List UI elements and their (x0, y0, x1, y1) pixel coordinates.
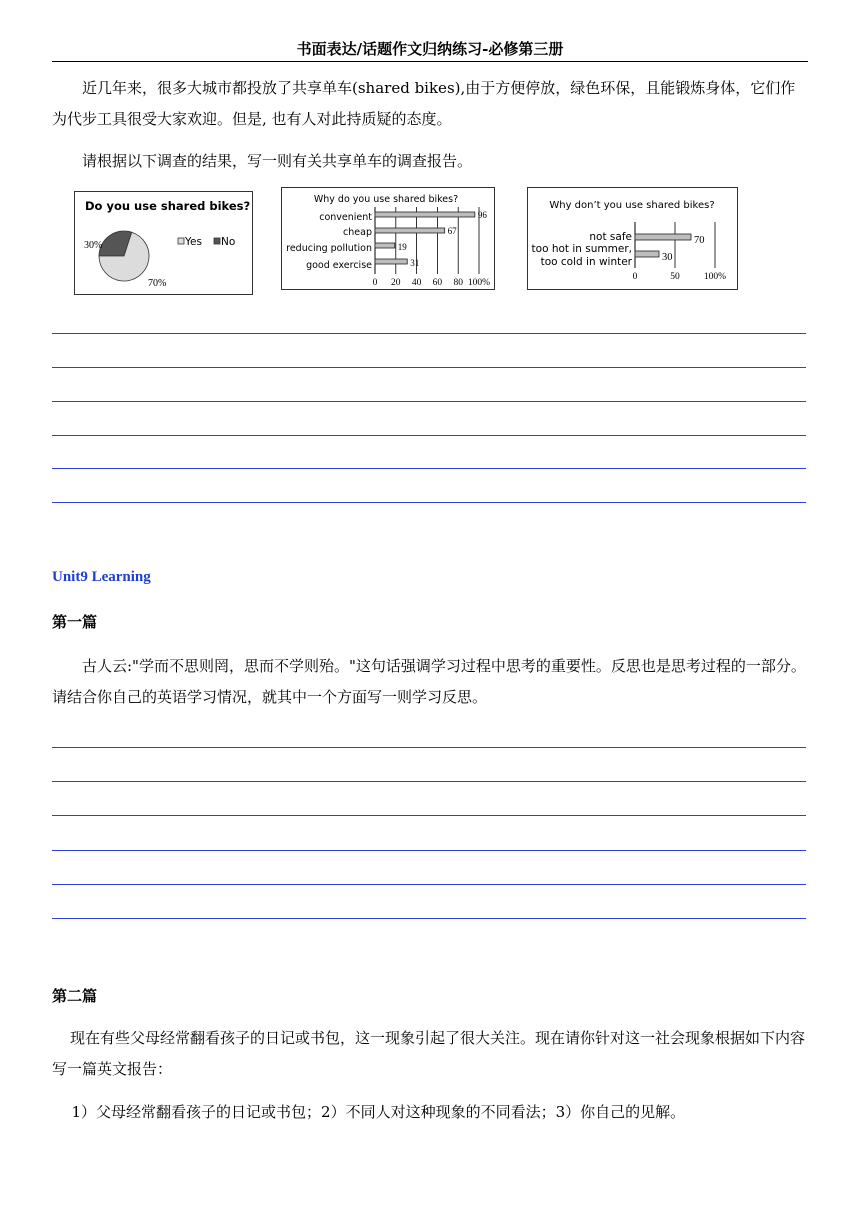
bar-chart-why-not-use (527, 187, 738, 290)
x-tick-label: 0 (372, 278, 378, 288)
task1-instruction: 请根据以下调查的结果，写一则有关共享单车的调查报告。 (82, 152, 473, 170)
bar-1 (375, 228, 445, 233)
bar-chart-why-not-use-svg (528, 188, 737, 289)
writing-line[interactable] (52, 747, 806, 748)
data-label: 30 (662, 252, 673, 263)
bar-1 (635, 251, 659, 257)
unit-title: Unit9 Learning (52, 569, 151, 585)
x-tick-label: 20 (391, 278, 401, 288)
x-tick-label: 0 (632, 272, 638, 282)
part2-heading: 第二篇 (52, 987, 98, 1005)
data-label: 19 (397, 242, 407, 252)
header-rule (52, 61, 808, 62)
bar-2 (375, 243, 395, 248)
x-tick-label: 100% (703, 272, 727, 282)
data-label: 96 (477, 210, 487, 220)
part2-prompt: 现在有些父母经常翻看孩子的日记或书包，这一现象引起了很大关注。现在请你针对这一社会现象根据如下内容写一篇英文报告： (52, 1029, 806, 1078)
bar-0 (375, 212, 475, 217)
category-label: too hot in summer, (531, 243, 632, 255)
category-label: too cold in winter (540, 256, 632, 268)
category-label: reducing pollution (286, 243, 372, 254)
writing-line[interactable] (52, 333, 806, 334)
x-tick-label: 80 (453, 278, 463, 288)
category-label: not safe (589, 231, 632, 243)
x-tick-label: 50 (670, 272, 680, 282)
category-label: good exercise (306, 260, 372, 271)
part2-points: 1）父母经常翻看孩子的日记或书包；2）不同人对这种现象的不同看法；3）你自己的见解。 (71, 1103, 686, 1121)
pie-label-yes: 70% (148, 278, 167, 289)
bar-chart-why-use-svg (282, 188, 494, 289)
bar-3 (375, 259, 407, 264)
writing-line[interactable] (52, 401, 806, 402)
writing-line[interactable] (52, 468, 806, 469)
writing-line[interactable] (52, 884, 806, 885)
legend-swatch-yes (178, 238, 184, 244)
writing-line[interactable] (52, 850, 806, 851)
bar-chart-why-use-title: Why do you use shared bikes? (313, 194, 459, 205)
bar-chart-why-not-use-title: Why don’t you use shared bikes? (549, 200, 715, 211)
legend-label-no: No (221, 236, 236, 248)
data-label: 70 (694, 235, 705, 246)
pie-label-no: 30% (84, 240, 103, 251)
pie-chart-svg (75, 192, 252, 294)
task1-intro: 近几年来，很多大城市都投放了共享单车(shared bikes),由于方便停放，绿色环保，且能锻炼身体，它们作为代步工具很受大家欢迎。但是, 也有人对此持质疑的态度。 (52, 79, 796, 128)
writing-line[interactable] (52, 815, 806, 816)
x-tick-label: 100% (467, 278, 491, 288)
part1-prompt: 古人云:"学而不思则罔，思而不学则殆。"这句话强调学习过程中思考的重要性。反思也是思考过程的一部分。请结合你自己的英语学习情况，就其中一个方面写一则学习反思。 (52, 657, 806, 706)
bar-0 (635, 234, 691, 240)
page-header-title: 书面表达/话题作文归纳练习-必修第三册 (296, 40, 564, 58)
category-label: convenient (319, 212, 372, 223)
writing-line[interactable] (52, 502, 806, 503)
part1-heading: 第一篇 (52, 613, 98, 631)
writing-line[interactable] (52, 781, 806, 782)
writing-line[interactable] (52, 367, 806, 368)
legend-label-yes: Yes (185, 236, 202, 248)
writing-line[interactable] (52, 435, 806, 436)
category-label: cheap (343, 227, 372, 238)
data-label: 67 (447, 226, 457, 236)
x-tick-label: 60 (432, 278, 443, 288)
legend-swatch-no (214, 238, 220, 244)
x-tick-label: 40 (411, 278, 422, 288)
pie-chart-use-shared-bikes (74, 191, 253, 295)
bar-chart-why-use (281, 187, 495, 290)
data-label: 31 (410, 258, 420, 268)
writing-line[interactable] (52, 918, 806, 919)
pie-chart-title: Do you use shared bikes? (85, 199, 251, 213)
